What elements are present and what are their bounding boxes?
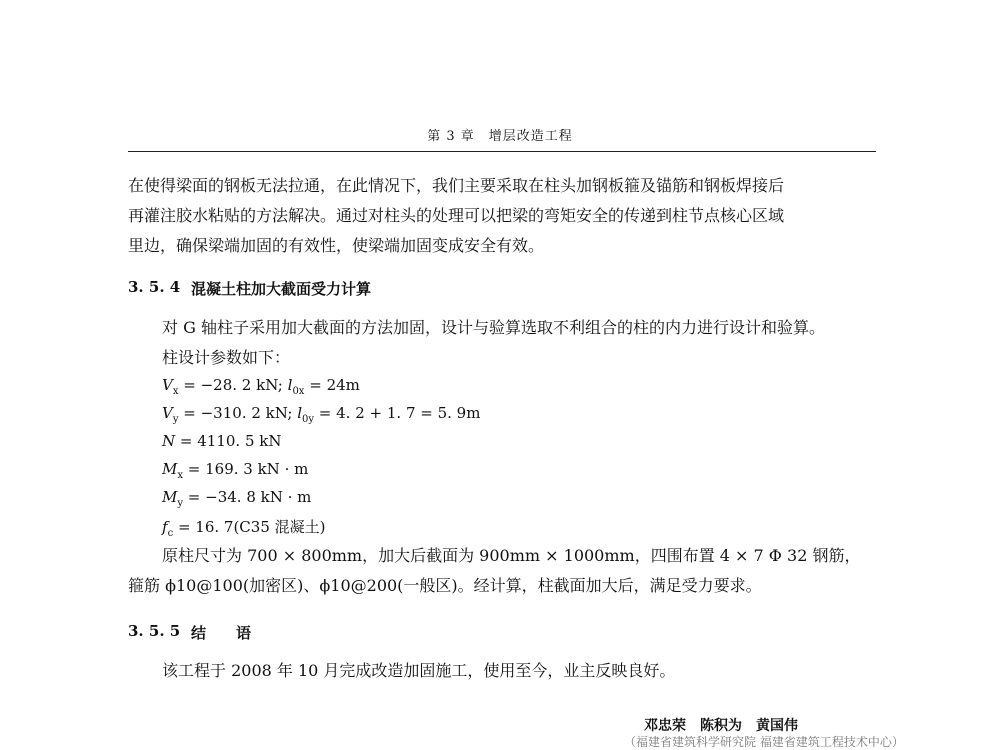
intro-line-1: 在使得梁面的钢板无法拉通，在此情况下，我们主要采取在柱头加钢板箍及锚筋和钢板焊接后 [128,176,785,195]
section-354-para-1: 对 G 轴柱子采用加大截面的方法加固，设计与验算选取不利组合的柱的内力进行设计和验算。 [162,318,825,337]
param-n: N = 4110. 5 kN [162,432,282,450]
authors: 邓忠荣 陈积为 黄国伟 [644,718,798,734]
param-fc: $f_c = 16$. 7(C35 混凝土) [162,518,326,539]
param-vy: $V_y = -310$. 2 kN; $l_{0y} = 4$. 2 + 1. 7 = 5. 9m [162,404,481,425]
section-354-para-3-line-1: 原柱尺寸为 700 × 800mm，加大后截面为 900mm × 1000mm，四围布置 4 × 7 Φ 32 钢筋， [162,546,861,565]
header-rule [128,151,876,152]
section-355-para: 该工程于 2008 年 10 月完成改造加固施工，使用至今，业主反映良好。 [162,661,676,680]
intro-line-2: 再灌注胶水粘贴的方法解决。通过对柱头的处理可以把梁的弯矩安全的传递到柱节点核心区域 [128,206,785,225]
affiliation-line: （福建省建筑科学研究院 福建省建筑工程技术中心） [624,735,904,749]
section-354-title: 混凝土柱加大截面受力计算 [191,280,372,298]
param-my: $M_y = -34$. 8 kN · m [162,488,312,509]
intro-line-3: 里边，确保梁端加固的有效性，使梁端加固变成安全有效。 [128,236,545,255]
section-355-title: 结 语 [191,624,252,642]
section-354-para-2: 柱设计参数如下： [162,348,291,367]
section-354-para-3-line-2: 箍筋 ϕ10@100(加密区)、ϕ10@200(一般区)。经计算，柱截面加大后，满足受力要求。 [128,576,762,595]
param-vx: $V_x = -28$. 2 kN; $l_{0x} = 24m$ [162,376,360,397]
running-header: 第 3 章 增层改造工程 [427,129,573,144]
param-mx: $M_x = 169$. 3 kN · m [162,460,309,481]
section-355-number: 3. 5. 5 [128,622,181,640]
section-354-number: 3. 5. 4 [128,278,181,296]
